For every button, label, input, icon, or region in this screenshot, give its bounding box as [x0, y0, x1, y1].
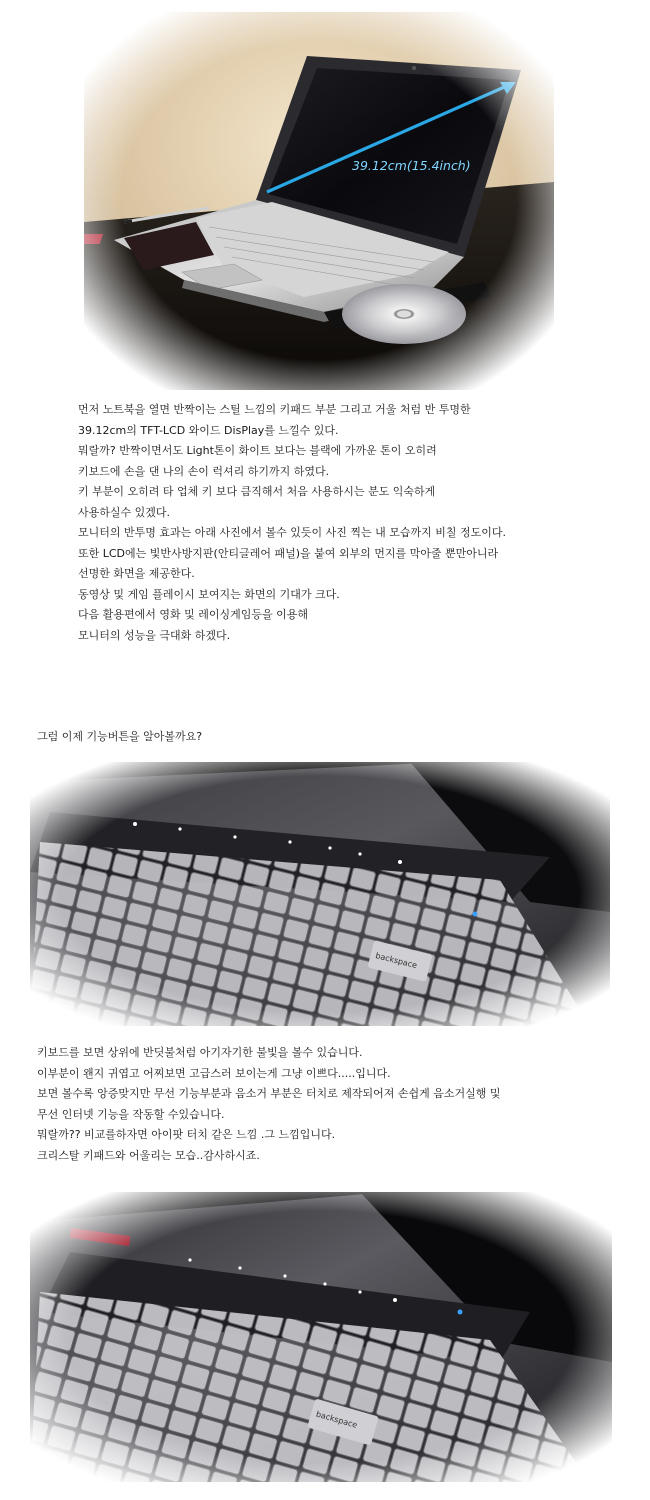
- laptop-photo: [84, 12, 554, 390]
- crystal-keypad-photo: [30, 1192, 612, 1482]
- description-paragraph-2: [37, 1043, 501, 1166]
- text-line: 모니터의 반투명 효과는 아래 사진에서 볼수 있듯이 사진 찍는 내 모습까지 비칠 정도이다.: [78, 526, 506, 539]
- text-line: 39.12cm의 TFT-LCD 와이드 DisPlay를 느낄수 있다.: [78, 423, 339, 437]
- description-paragraph-1: [78, 400, 506, 646]
- text-line: 사용하실수 있겠다.: [78, 505, 171, 519]
- text-line: 다음 활용편에서 영화 및 레이싱게임등을 이용해: [78, 608, 309, 621]
- text-line: 키보드에 손을 댄 나의 손이 럭셔리 하기까지 하였다.: [78, 464, 330, 478]
- text-line: 이부분이 왠지 귀엽고 어찌보면 고급스러 보이는게 그냥 이쁘다.....입니다.: [37, 1066, 391, 1080]
- text-line: 뭐랄까? 반짝이면서도 Light톤이 화이트 보다는 블랙에 가까운 톤이 오히려: [78, 444, 437, 457]
- text-line: 키 부분이 오히려 타 업체 키 보다 큼직해서 처음 사용하시는 분도 익숙하게: [78, 485, 436, 498]
- text-line: 동영상 및 게임 플레이시 보여지는 화면의 기대가 크다.: [78, 587, 340, 601]
- text-line: 먼저 노트북을 열면 반짝이는 스틸 느낌의 키패드 부분 그리고 거울 처럼 반 투명한: [78, 403, 471, 416]
- function-buttons-photo: [30, 762, 610, 1026]
- text-line: 크리스탈 키패드와 어울리는 모습..감사하시죠.: [37, 1148, 260, 1162]
- section-heading: 그럼 이제 기능버튼을 알아볼까요?: [37, 730, 203, 743]
- text-line: 보면 볼수록 앙증맞지만 무선 기능부분과 음소거 부분은 터치로 제작되어져 손쉽게 음소거실행 및: [37, 1087, 501, 1100]
- text-line: 무선 인터넷 기능을 작동할 수있습니다.: [37, 1107, 225, 1121]
- text-line: 선명한 화면을 제공한다.: [78, 567, 195, 580]
- text-line: 모니터의 성능을 극대화 하겠다.: [78, 628, 231, 642]
- text-line: 또한 LCD에는 빛반사방지판(안티글레어 패널)을 붙여 외부의 먼지를 막아줄 뿐만아니라: [78, 546, 499, 560]
- text-line: 키보드를 보면 상위에 반딧불처럼 아기자기한 불빛을 볼수 있습니다.: [37, 1046, 363, 1059]
- text-line: 뭐랄까?? 비교를하자면 아이팟 터치 같은 느낌 .그 느낌입니다.: [37, 1128, 336, 1141]
